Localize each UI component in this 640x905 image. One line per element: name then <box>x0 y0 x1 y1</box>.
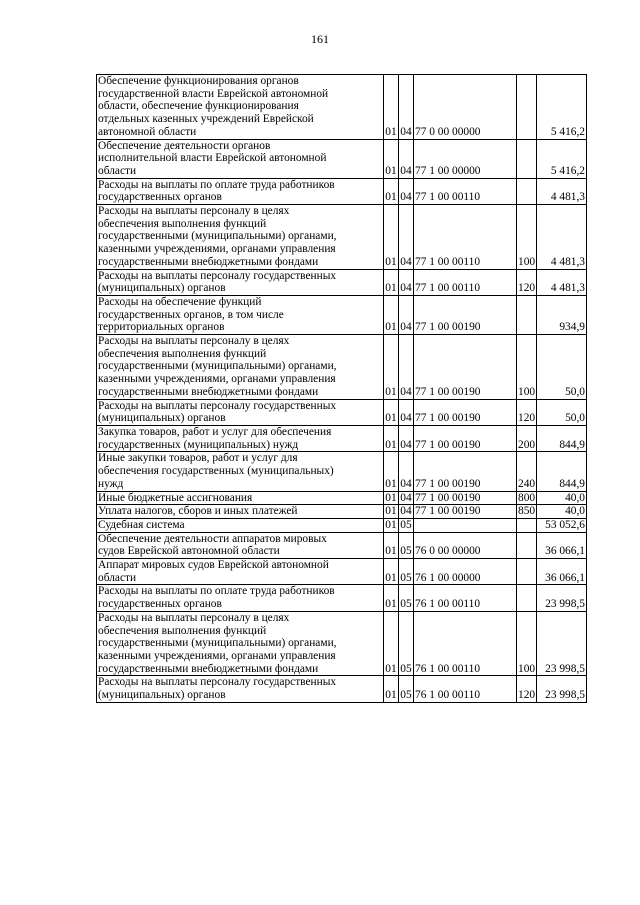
section-code: 01 <box>384 532 399 558</box>
subsection-code: 04 <box>399 399 414 425</box>
expense-name-line: обеспечения государственных (муниципальных) <box>98 465 334 478</box>
subsection-code: 04 <box>399 205 414 270</box>
expense-type-code <box>517 139 537 178</box>
expense-name-line: Иные бюджетные ассигнования <box>98 491 253 504</box>
subsection-code: 04 <box>399 269 414 295</box>
subsection-code: 04 <box>399 425 414 451</box>
expense-name-line: государственными внебюджетными фондами <box>98 662 319 675</box>
table-row <box>97 452 587 491</box>
expense-type-code: 120 <box>517 676 537 702</box>
expense-name-line: государственными внебюджетными фондами <box>98 255 319 268</box>
section-code: 01 <box>384 585 399 611</box>
expense-type-code: 240 <box>517 452 537 491</box>
target-article-code: 77 1 00 00190 <box>414 425 517 451</box>
table-row <box>97 399 587 425</box>
amount: 4 481,3 <box>537 205 587 270</box>
expense-type-code: 120 <box>517 399 537 425</box>
expense-name-line: государственных органов <box>98 598 222 611</box>
expense-type-code <box>517 178 537 204</box>
expense-name-line: государственными (муниципальными) органами, <box>98 230 337 243</box>
expense-name-line: автономной области <box>98 125 197 138</box>
expense-name-line: государственной власти Еврейской автономной <box>98 87 329 100</box>
expense-name <box>97 559 384 585</box>
section-code: 01 <box>385 491 397 504</box>
expense-name-line: обеспечения выполнения функций <box>98 217 267 230</box>
subsection-code: 05 <box>399 532 414 558</box>
expense-name <box>97 532 384 558</box>
target-article-code: 76 1 00 00110 <box>414 611 517 676</box>
amount: 4 481,3 <box>537 269 587 295</box>
subsection-code: 05 <box>399 611 414 676</box>
expense-name <box>97 139 384 178</box>
subsection-code: 05 <box>399 559 414 585</box>
table-row <box>97 532 587 558</box>
amount: 36 066,1 <box>537 559 587 585</box>
table-row <box>97 75 587 140</box>
expense-name <box>97 452 384 491</box>
target-article-code: 77 1 00 00190 <box>414 295 517 334</box>
expense-name-line: государственных (муниципальных) нужд <box>98 438 299 451</box>
expense-name <box>97 676 384 702</box>
target-article-code: 77 1 00 00190 <box>414 491 517 505</box>
expense-type-code: 200 <box>517 425 537 451</box>
expense-name-line: Расходы на выплаты персоналу в целях <box>98 205 290 218</box>
section-code: 01 <box>384 205 399 270</box>
amount: 40,0 <box>537 491 587 505</box>
table-row <box>97 518 587 532</box>
section-code: 01 <box>384 676 399 702</box>
expense-name <box>97 518 384 532</box>
target-article-code: 77 1 00 00190 <box>414 505 517 519</box>
target-article-code: 77 1 00 00000 <box>414 139 517 178</box>
table-row <box>97 425 587 451</box>
target-article-code: 77 1 00 00190 <box>414 452 517 491</box>
table-row <box>97 611 587 676</box>
table-row <box>97 178 587 204</box>
target-article-code: 76 0 00 00000 <box>414 532 517 558</box>
target-article-code <box>414 518 517 532</box>
expense-name-line: Обеспечение деятельности аппаратов мировых <box>98 532 327 545</box>
expense-name <box>97 269 384 295</box>
expense-name-line: области <box>98 164 137 177</box>
section-code: 01 <box>384 611 399 676</box>
expense-name <box>97 295 384 334</box>
expense-name-line: государственных органов <box>98 191 222 204</box>
amount: 40,0 <box>537 505 587 519</box>
expense-name-line: территориальных органов <box>98 321 225 334</box>
target-article-code: 77 1 00 00110 <box>414 269 517 295</box>
budget-table <box>96 74 587 703</box>
expense-type-code: 850 <box>518 505 536 518</box>
expense-name <box>97 491 384 505</box>
subsection-code: 04 <box>400 505 412 518</box>
expense-name-line: Расходы на выплаты персоналу государственных <box>98 399 337 412</box>
expense-name-line: обеспечения выполнения функций <box>98 624 267 637</box>
target-article-code: 77 1 00 00110 <box>414 205 517 270</box>
expense-type-code <box>517 532 537 558</box>
subsection-code: 05 <box>399 585 414 611</box>
amount: 50,0 <box>537 399 587 425</box>
expense-name-line: (муниципальных) органов <box>98 689 226 702</box>
expense-name-line: казенными учреждениями, органами управления <box>98 243 336 256</box>
target-article-code: 77 0 00 00000 <box>414 75 517 140</box>
expense-name <box>97 205 384 270</box>
expense-type-code: 100 <box>517 335 537 400</box>
expense-type-code <box>517 559 537 585</box>
table-row <box>97 335 587 400</box>
expense-name <box>97 505 384 519</box>
expense-name-line: обеспечения выполнения функций <box>98 347 267 360</box>
expense-name-line: Закупка товаров, работ и услуг для обеспечения <box>98 425 332 438</box>
expense-name <box>97 585 384 611</box>
amount: 53 052,6 <box>537 518 587 532</box>
expense-name-line: Иные закупки товаров, работ и услуг для <box>98 452 298 465</box>
expense-name-line: (муниципальных) органов <box>98 282 226 295</box>
expense-name-line: исполнительной власти Еврейской автономной <box>98 152 327 165</box>
amount: 23 998,5 <box>537 611 587 676</box>
expense-name-line: государственными (муниципальными) органами, <box>98 637 337 650</box>
section-code: 01 <box>384 139 399 178</box>
expense-name-line: казенными учреждениями, органами управления <box>98 373 336 386</box>
subsection-code: 04 <box>399 178 414 204</box>
table-row <box>97 205 587 270</box>
section-code: 01 <box>384 178 399 204</box>
expense-name-line: Расходы на обеспечение функций <box>98 295 262 308</box>
table-row <box>97 676 587 702</box>
subsection-code: 05 <box>399 676 414 702</box>
amount: 36 066,1 <box>537 532 587 558</box>
section-code: 01 <box>384 425 399 451</box>
subsection-code: 04 <box>399 335 414 400</box>
expense-name <box>97 335 384 400</box>
table-row <box>97 491 587 505</box>
expense-name-line: Расходы на выплаты персоналу государственных <box>98 676 337 689</box>
page-number: 161 <box>311 32 329 46</box>
amount: 844,9 <box>537 425 587 451</box>
subsection-code: 04 <box>400 491 412 504</box>
expense-type-code: 100 <box>517 611 537 676</box>
section-code: 01 <box>384 295 399 334</box>
subsection-code: 04 <box>399 75 414 140</box>
expense-name-line: Обеспечение функционирования органов <box>98 75 299 87</box>
amount: 5 416,2 <box>537 75 587 140</box>
subsection-code: 04 <box>399 139 414 178</box>
expense-name-line: области <box>98 571 137 584</box>
section-code: 01 <box>385 518 397 531</box>
expense-name-line: области, обеспечение функционирования <box>98 100 299 113</box>
target-article-code: 76 1 00 00000 <box>414 559 517 585</box>
expense-name-line: нужд <box>98 477 124 490</box>
expense-name <box>97 425 384 451</box>
expense-name <box>97 399 384 425</box>
expense-name-line: государственными внебюджетными фондами <box>98 385 319 398</box>
expense-type-code <box>517 585 537 611</box>
amount: 934,9 <box>537 295 587 334</box>
amount: 844,9 <box>537 452 587 491</box>
expense-type-code <box>517 295 537 334</box>
amount: 23 998,5 <box>537 585 587 611</box>
target-article-code: 76 1 00 00110 <box>414 585 517 611</box>
amount: 23 998,5 <box>537 676 587 702</box>
expense-name-line: отдельных казенных учреждений Еврейской <box>98 113 314 126</box>
target-article-code: 77 1 00 00110 <box>414 178 517 204</box>
target-article-code: 77 1 00 00190 <box>414 399 517 425</box>
expense-name-line: Уплата налогов, сборов и иных платежей <box>98 505 298 518</box>
expense-type-code <box>517 518 537 532</box>
section-code: 01 <box>384 335 399 400</box>
expense-name-line: государственных органов, в том числе <box>98 308 284 321</box>
table-row <box>97 559 587 585</box>
amount: 4 481,3 <box>537 178 587 204</box>
target-article-code: 76 1 00 00110 <box>414 676 517 702</box>
expense-name-line: Расходы на выплаты персоналу в целях <box>98 611 290 624</box>
expense-type-code <box>517 75 537 140</box>
expense-type-code: 100 <box>517 205 537 270</box>
section-code: 01 <box>384 269 399 295</box>
expense-name <box>97 178 384 204</box>
section-code: 01 <box>384 399 399 425</box>
expense-name-line: Расходы на выплаты по оплате труда работников <box>98 178 335 191</box>
section-code: 01 <box>384 559 399 585</box>
expense-name-line: Судебная система <box>98 518 185 531</box>
expense-name-line: казенными учреждениями, органами управления <box>98 649 336 662</box>
expense-name-line: государственными (муниципальными) органами, <box>98 360 337 373</box>
expense-name-line: (муниципальных) органов <box>98 412 226 425</box>
table-row <box>97 269 587 295</box>
target-article-code: 77 1 00 00190 <box>414 335 517 400</box>
table-row <box>97 585 587 611</box>
section-code: 01 <box>384 452 399 491</box>
expense-name-line: Расходы на выплаты персоналу в целях <box>98 335 290 348</box>
table-row <box>97 505 587 519</box>
expense-name-line: Аппарат мировых судов Еврейской автономной <box>98 559 329 572</box>
expense-name-line: Расходы на выплаты персоналу государственных <box>98 269 337 282</box>
subsection-code: 04 <box>399 452 414 491</box>
expense-name-line: судов Еврейской автономной области <box>98 545 280 558</box>
amount: 5 416,2 <box>537 139 587 178</box>
subsection-code: 05 <box>400 518 412 531</box>
expense-name <box>97 75 384 140</box>
subsection-code: 04 <box>399 295 414 334</box>
expense-name <box>97 611 384 676</box>
amount: 50,0 <box>537 335 587 400</box>
expense-name-line: Обеспечение деятельности органов <box>98 139 271 152</box>
table-row <box>97 139 587 178</box>
section-code: 01 <box>385 505 397 518</box>
expense-type-code: 800 <box>518 491 536 504</box>
expense-type-code: 120 <box>517 269 537 295</box>
section-code: 01 <box>384 75 399 140</box>
table-row <box>97 295 587 334</box>
expense-name-line: Расходы на выплаты по оплате труда работников <box>98 585 335 598</box>
